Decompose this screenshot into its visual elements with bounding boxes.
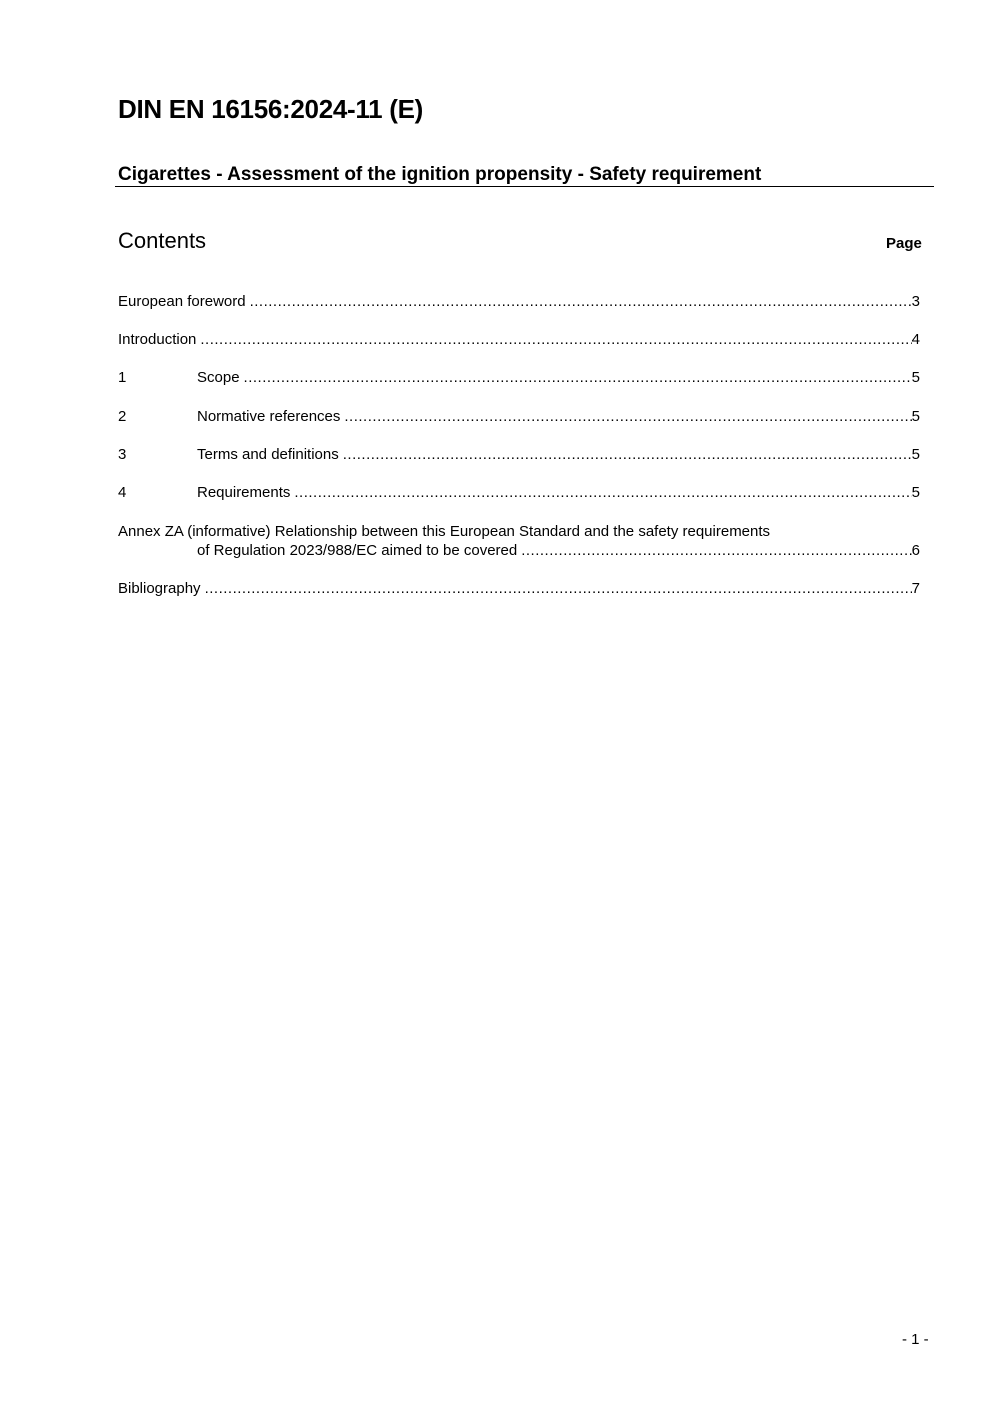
- footer-page-number: - 1 -: [902, 1331, 929, 1348]
- toc-entry-bibliography[interactable]: [118, 579, 920, 599]
- toc-entry-page: 6: [911, 542, 920, 559]
- toc-entry-normative-references[interactable]: [118, 407, 920, 427]
- toc-entry-page: 5: [911, 369, 920, 386]
- toc-entry-european-foreword[interactable]: [118, 292, 920, 312]
- toc-entry-label: Introduction: [118, 331, 197, 348]
- toc-annex-line-1: Annex ZA (informative) Relationship between this European Standard and the safety requirements: [118, 523, 771, 540]
- toc-entry-page: 5: [911, 484, 920, 501]
- title-rule: [115, 186, 934, 187]
- toc-entry-requirements[interactable]: [118, 483, 920, 503]
- toc-leader-dots: [343, 445, 912, 465]
- toc-leader-dots: [205, 579, 912, 599]
- toc-leader-dots: [344, 407, 911, 427]
- toc-entry-page: 5: [911, 446, 920, 463]
- toc-entry-terms-and-definitions[interactable]: [118, 445, 920, 465]
- toc-entry-page: 4: [911, 331, 920, 348]
- toc-entry-label: of Regulation 2023/988/EC aimed to be covered: [197, 542, 518, 559]
- toc-entry-number: 4: [118, 484, 127, 501]
- toc-entry-label: European foreword: [118, 293, 246, 310]
- toc-annex-line-2: [197, 541, 920, 561]
- toc-leader-dots: [244, 368, 912, 388]
- toc-entry-label: Normative references: [197, 408, 341, 425]
- toc-entry-page: 5: [911, 408, 920, 425]
- toc-entry-scope[interactable]: [118, 368, 920, 388]
- toc-entry-label: Scope: [197, 369, 240, 386]
- toc-entry-number: 2: [118, 408, 127, 425]
- document-id: DIN EN 16156:2024-11 (E): [118, 94, 423, 124]
- toc-entry-page: 3: [911, 293, 920, 310]
- toc-entry-introduction[interactable]: [118, 330, 920, 350]
- toc-entry-label: Terms and definitions: [197, 446, 339, 463]
- toc-leader-dots: [250, 292, 912, 312]
- toc-entry-page: 7: [911, 580, 920, 597]
- toc-leader-dots: [294, 483, 911, 503]
- contents-heading: Contents: [118, 228, 207, 253]
- toc-leader-dots: [200, 330, 911, 350]
- toc-leader-dots: [521, 541, 911, 561]
- toc-entry-label: Bibliography: [118, 580, 201, 597]
- toc-entry-label: Requirements: [197, 484, 291, 501]
- toc-entry-number: 3: [118, 446, 127, 463]
- page-column-heading: Page: [886, 235, 922, 252]
- document-title: Cigarettes - Assessment of the ignition propensity - Safety requirement: [118, 164, 762, 185]
- toc-entry-number: 1: [118, 369, 127, 386]
